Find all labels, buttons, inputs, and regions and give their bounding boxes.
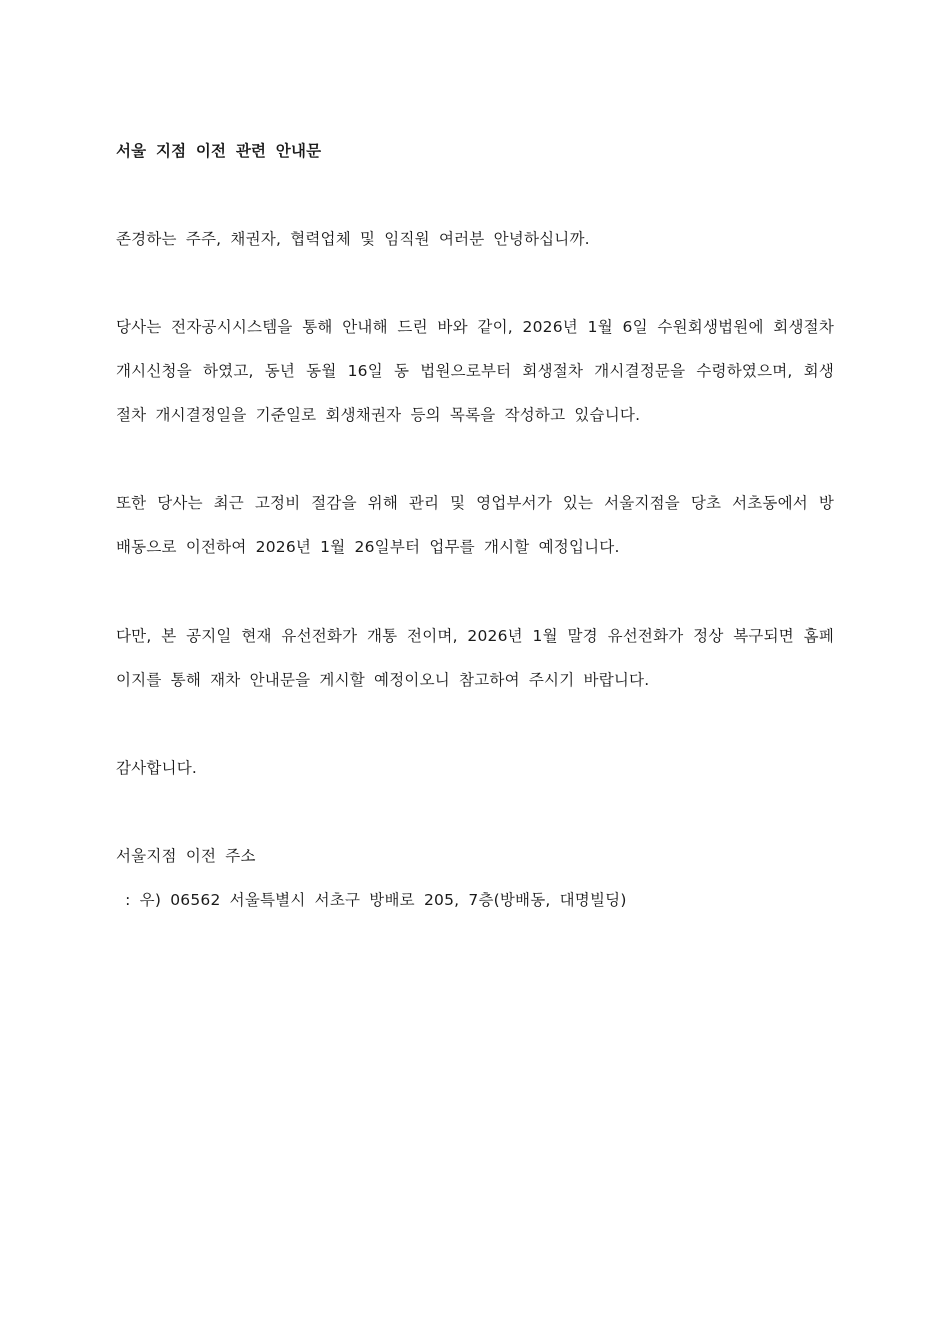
paragraph2-line2: 배동으로 이전하여 2026년 1월 26일부터 업무를 개시할 예정입니다. (116, 538, 620, 556)
document-title: 서울 지점 이전 관련 안내문 (116, 142, 322, 160)
paragraph1-line3: 절차 개시결정일을 기준일로 회생채권자 등의 목록을 작성하고 있습니다. (116, 406, 641, 424)
address-label: 서울지점 이전 주소 (116, 847, 256, 865)
paragraph3-line2: 이지를 통해 재차 안내문을 게시할 예정이오니 참고하여 주시기 바랍니다. (116, 671, 650, 689)
address-text: : 우) 06562 서울특별시 서초구 방배로 205, 7층(방배동, 대명빌딩) (116, 891, 627, 909)
paragraph1-line2: 개시신청을 하였고, 동년 동월 16일 동 법원으로부터 회생절차 개시결정문을 수령하였으며, 회생 (116, 362, 834, 380)
greeting-text: 존경하는 주주, 채권자, 협력업체 및 임직원 여러분 안녕하십니까. (116, 230, 590, 248)
paragraph1-line1: 당사는 전자공시시스템을 통해 안내해 드린 바와 같이, 2026년 1월 6일 수원회생법원에 회생절차 (116, 318, 834, 336)
paragraph2-line1: 또한 당사는 최근 고정비 절감을 위해 관리 및 영업부서가 있는 서울지점을 당초 서초동에서 방 (116, 494, 834, 512)
paragraph3-line1: 다만, 본 공지일 현재 유선전화가 개통 전이며, 2026년 1월 말경 유선전화가 정상 복구되면 홈페 (116, 627, 834, 645)
closing-text: 감사합니다. (116, 759, 197, 777)
